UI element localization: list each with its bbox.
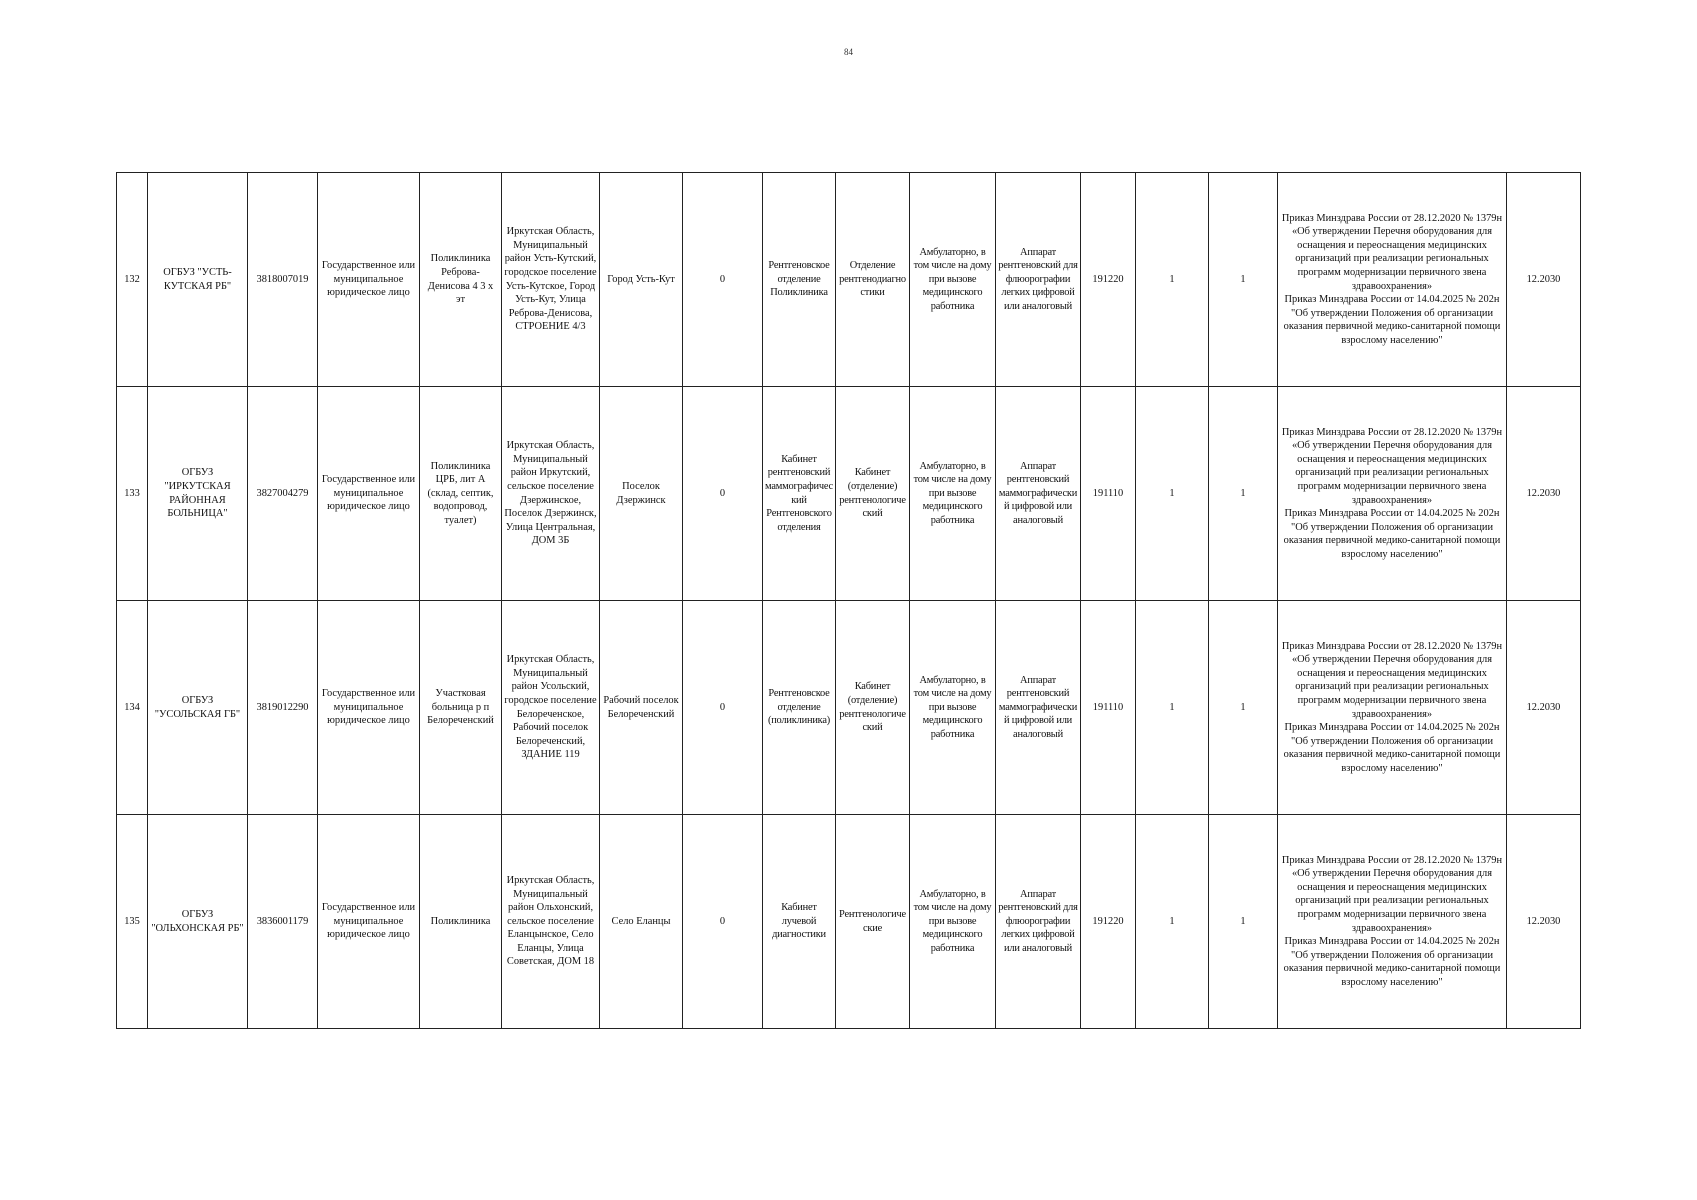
- page-number: 84: [844, 47, 853, 57]
- equipment-code-cell: 191220: [1081, 815, 1136, 1029]
- row-number-cell: 132: [117, 173, 148, 387]
- quantity-2-cell: 1: [1209, 601, 1278, 815]
- equipment-code-cell: 191220: [1081, 173, 1136, 387]
- equipment-code-cell: 191110: [1081, 387, 1136, 601]
- organization-name-cell: ОГБУЗ "УСТЬ-КУТСКАЯ РБ": [148, 173, 248, 387]
- quantity-1-cell: 1: [1136, 387, 1209, 601]
- zero-value-cell: 0: [683, 815, 763, 1029]
- organization-name-cell: ОГБУЗ "ИРКУТСКАЯ РАЙОННАЯ БОЛЬНИЦА": [148, 387, 248, 601]
- care-conditions-cell: Амбулаторно, в том числе на дому при вызове медицинского работника: [910, 173, 996, 387]
- unit-name-cell: Рентгенологические: [836, 815, 910, 1029]
- table-row: [117, 601, 1581, 815]
- ownership-type-cell: Государственное или муниципальное юридическое лицо: [318, 387, 420, 601]
- organization-name-cell: ОГБУЗ "УСОЛЬСКАЯ ГБ": [148, 601, 248, 815]
- legal-basis-cell: Приказ Минздрава России от 28.12.2020 № 1379н «Об утверждении Перечня оборудования для оснащения и переоснащения медицинских организаций при реализации региональных программ модернизации первичного звена здравоохранения» Приказ Минздрава России от 14.04.2025 № 202н "Об утверждении Положения об организации оказания первичной медико-санитарной помощи взрослому населению": [1278, 387, 1507, 601]
- address-cell: Иркутская Область, Муниципальный район Усть-Кутский, городское поселение Усть-Кутское, Город Усть-Кут, Улица Реброва-Денисова, СТРОЕНИЕ 4/3: [502, 173, 600, 387]
- due-date-cell: 12.2030: [1507, 815, 1581, 1029]
- quantity-1-cell: 1: [1136, 815, 1209, 1029]
- equipment-code-cell: 191110: [1081, 601, 1136, 815]
- table-row: [117, 387, 1581, 601]
- row-number-cell: 134: [117, 601, 148, 815]
- due-date-cell: 12.2030: [1507, 387, 1581, 601]
- ownership-type-cell: Государственное или муниципальное юридическое лицо: [318, 815, 420, 1029]
- department-cell: Рентгеновское отделение Поликлиника: [763, 173, 836, 387]
- subdivision-name-cell: Поликлиника: [420, 815, 502, 1029]
- address-cell: Иркутская Область, Муниципальный район Иркутский, сельское поселение Дзержинское, Поселок Дзержинск, Улица Центральная, ДОМ 3Б: [502, 387, 600, 601]
- legal-basis-cell: Приказ Минздрава России от 28.12.2020 № 1379н «Об утверждении Перечня оборудования для оснащения и переоснащения медицинских организаций при реализации региональных программ модернизации первичного звена здравоохранения» Приказ Минздрава России от 14.04.2025 № 202н "Об утверждении Положения об организации оказания первичной медико-санитарной помощи взрослому населению": [1278, 173, 1507, 387]
- quantity-1-cell: 1: [1136, 601, 1209, 815]
- locality-cell: Поселок Дзержинск: [600, 387, 683, 601]
- due-date-cell: 12.2030: [1507, 601, 1581, 815]
- ownership-type-cell: Государственное или муниципальное юридическое лицо: [318, 173, 420, 387]
- quantity-2-cell: 1: [1209, 815, 1278, 1029]
- inn-code-cell: 3819012290: [248, 601, 318, 815]
- table-row: [117, 815, 1581, 1029]
- quantity-1-cell: 1: [1136, 173, 1209, 387]
- zero-value-cell: 0: [683, 387, 763, 601]
- inn-code-cell: 3818007019: [248, 173, 318, 387]
- table-row: [117, 173, 1581, 387]
- unit-name-cell: Кабинет (отделение) рентгенологический: [836, 601, 910, 815]
- care-conditions-cell: Амбулаторно, в том числе на дому при вызове медицинского работника: [910, 387, 996, 601]
- care-conditions-cell: Амбулаторно, в том числе на дому при вызове медицинского работника: [910, 601, 996, 815]
- address-cell: Иркутская Область, Муниципальный район Ольхонский, сельское поселение Еланцынское, Село Еланцы, Улица Советская, ДОМ 18: [502, 815, 600, 1029]
- locality-cell: Рабочий поселок Белореченский: [600, 601, 683, 815]
- inn-code-cell: 3827004279: [248, 387, 318, 601]
- zero-value-cell: 0: [683, 173, 763, 387]
- subdivision-name-cell: Поликлиника ЦРБ, лит А (склад, септик, водопровод, туалет): [420, 387, 502, 601]
- inn-code-cell: 3836001179: [248, 815, 318, 1029]
- row-number-cell: 133: [117, 387, 148, 601]
- legal-basis-cell: Приказ Минздрава России от 28.12.2020 № 1379н «Об утверждении Перечня оборудования для оснащения и переоснащения медицинских организаций при реализации региональных программ модернизации первичного звена здравоохранения» Приказ Минздрава России от 14.04.2025 № 202н "Об утверждении Положения об организации оказания первичной медико-санитарной помощи взрослому населению": [1278, 815, 1507, 1029]
- locality-cell: Город Усть-Кут: [600, 173, 683, 387]
- due-date-cell: 12.2030: [1507, 173, 1581, 387]
- row-number-cell: 135: [117, 815, 148, 1029]
- department-cell: Рентгеновское отделение (поликлиника): [763, 601, 836, 815]
- zero-value-cell: 0: [683, 601, 763, 815]
- unit-name-cell: Отделение рентгенодиагностики: [836, 173, 910, 387]
- quantity-2-cell: 1: [1209, 387, 1278, 601]
- quantity-2-cell: 1: [1209, 173, 1278, 387]
- department-cell: Кабинет рентгеновский маммографический Рентгеновского отделения: [763, 387, 836, 601]
- subdivision-name-cell: Поликлиника Реброва-Денисова 4 3 х эт: [420, 173, 502, 387]
- organization-name-cell: ОГБУЗ "ОЛЬХОНСКАЯ РБ": [148, 815, 248, 1029]
- care-conditions-cell: Амбулаторно, в том числе на дому при вызове медицинского работника: [910, 815, 996, 1029]
- legal-basis-cell: Приказ Минздрава России от 28.12.2020 № 1379н «Об утверждении Перечня оборудования для оснащения и переоснащения медицинских организаций при реализации региональных программ модернизации первичного звена здравоохранения» Приказ Минздрава России от 14.04.2025 № 202н "Об утверждении Положения об организации оказания первичной медико-санитарной помощи взрослому населению": [1278, 601, 1507, 815]
- address-cell: Иркутская Область, Муниципальный район Усольский, городское поселение Белореченское, Рабочий поселок Белореченский, ЗДАНИЕ 119: [502, 601, 600, 815]
- equipment-table: [116, 172, 1581, 1029]
- unit-name-cell: Кабинет (отделение) рентгенологический: [836, 387, 910, 601]
- equipment-name-cell: Аппарат рентгеновский маммографический цифровой или аналоговый: [996, 387, 1081, 601]
- equipment-name-cell: Аппарат рентгеновский для флюорографии легких цифровой или аналоговый: [996, 173, 1081, 387]
- department-cell: Кабинет лучевой диагностики: [763, 815, 836, 1029]
- ownership-type-cell: Государственное или муниципальное юридическое лицо: [318, 601, 420, 815]
- subdivision-name-cell: Участковая больница р п Белореченский: [420, 601, 502, 815]
- equipment-name-cell: Аппарат рентгеновский для флюорографии легких цифровой или аналоговый: [996, 815, 1081, 1029]
- equipment-name-cell: Аппарат рентгеновский маммографический цифровой или аналоговый: [996, 601, 1081, 815]
- locality-cell: Село Еланцы: [600, 815, 683, 1029]
- table-body: [117, 173, 1581, 1029]
